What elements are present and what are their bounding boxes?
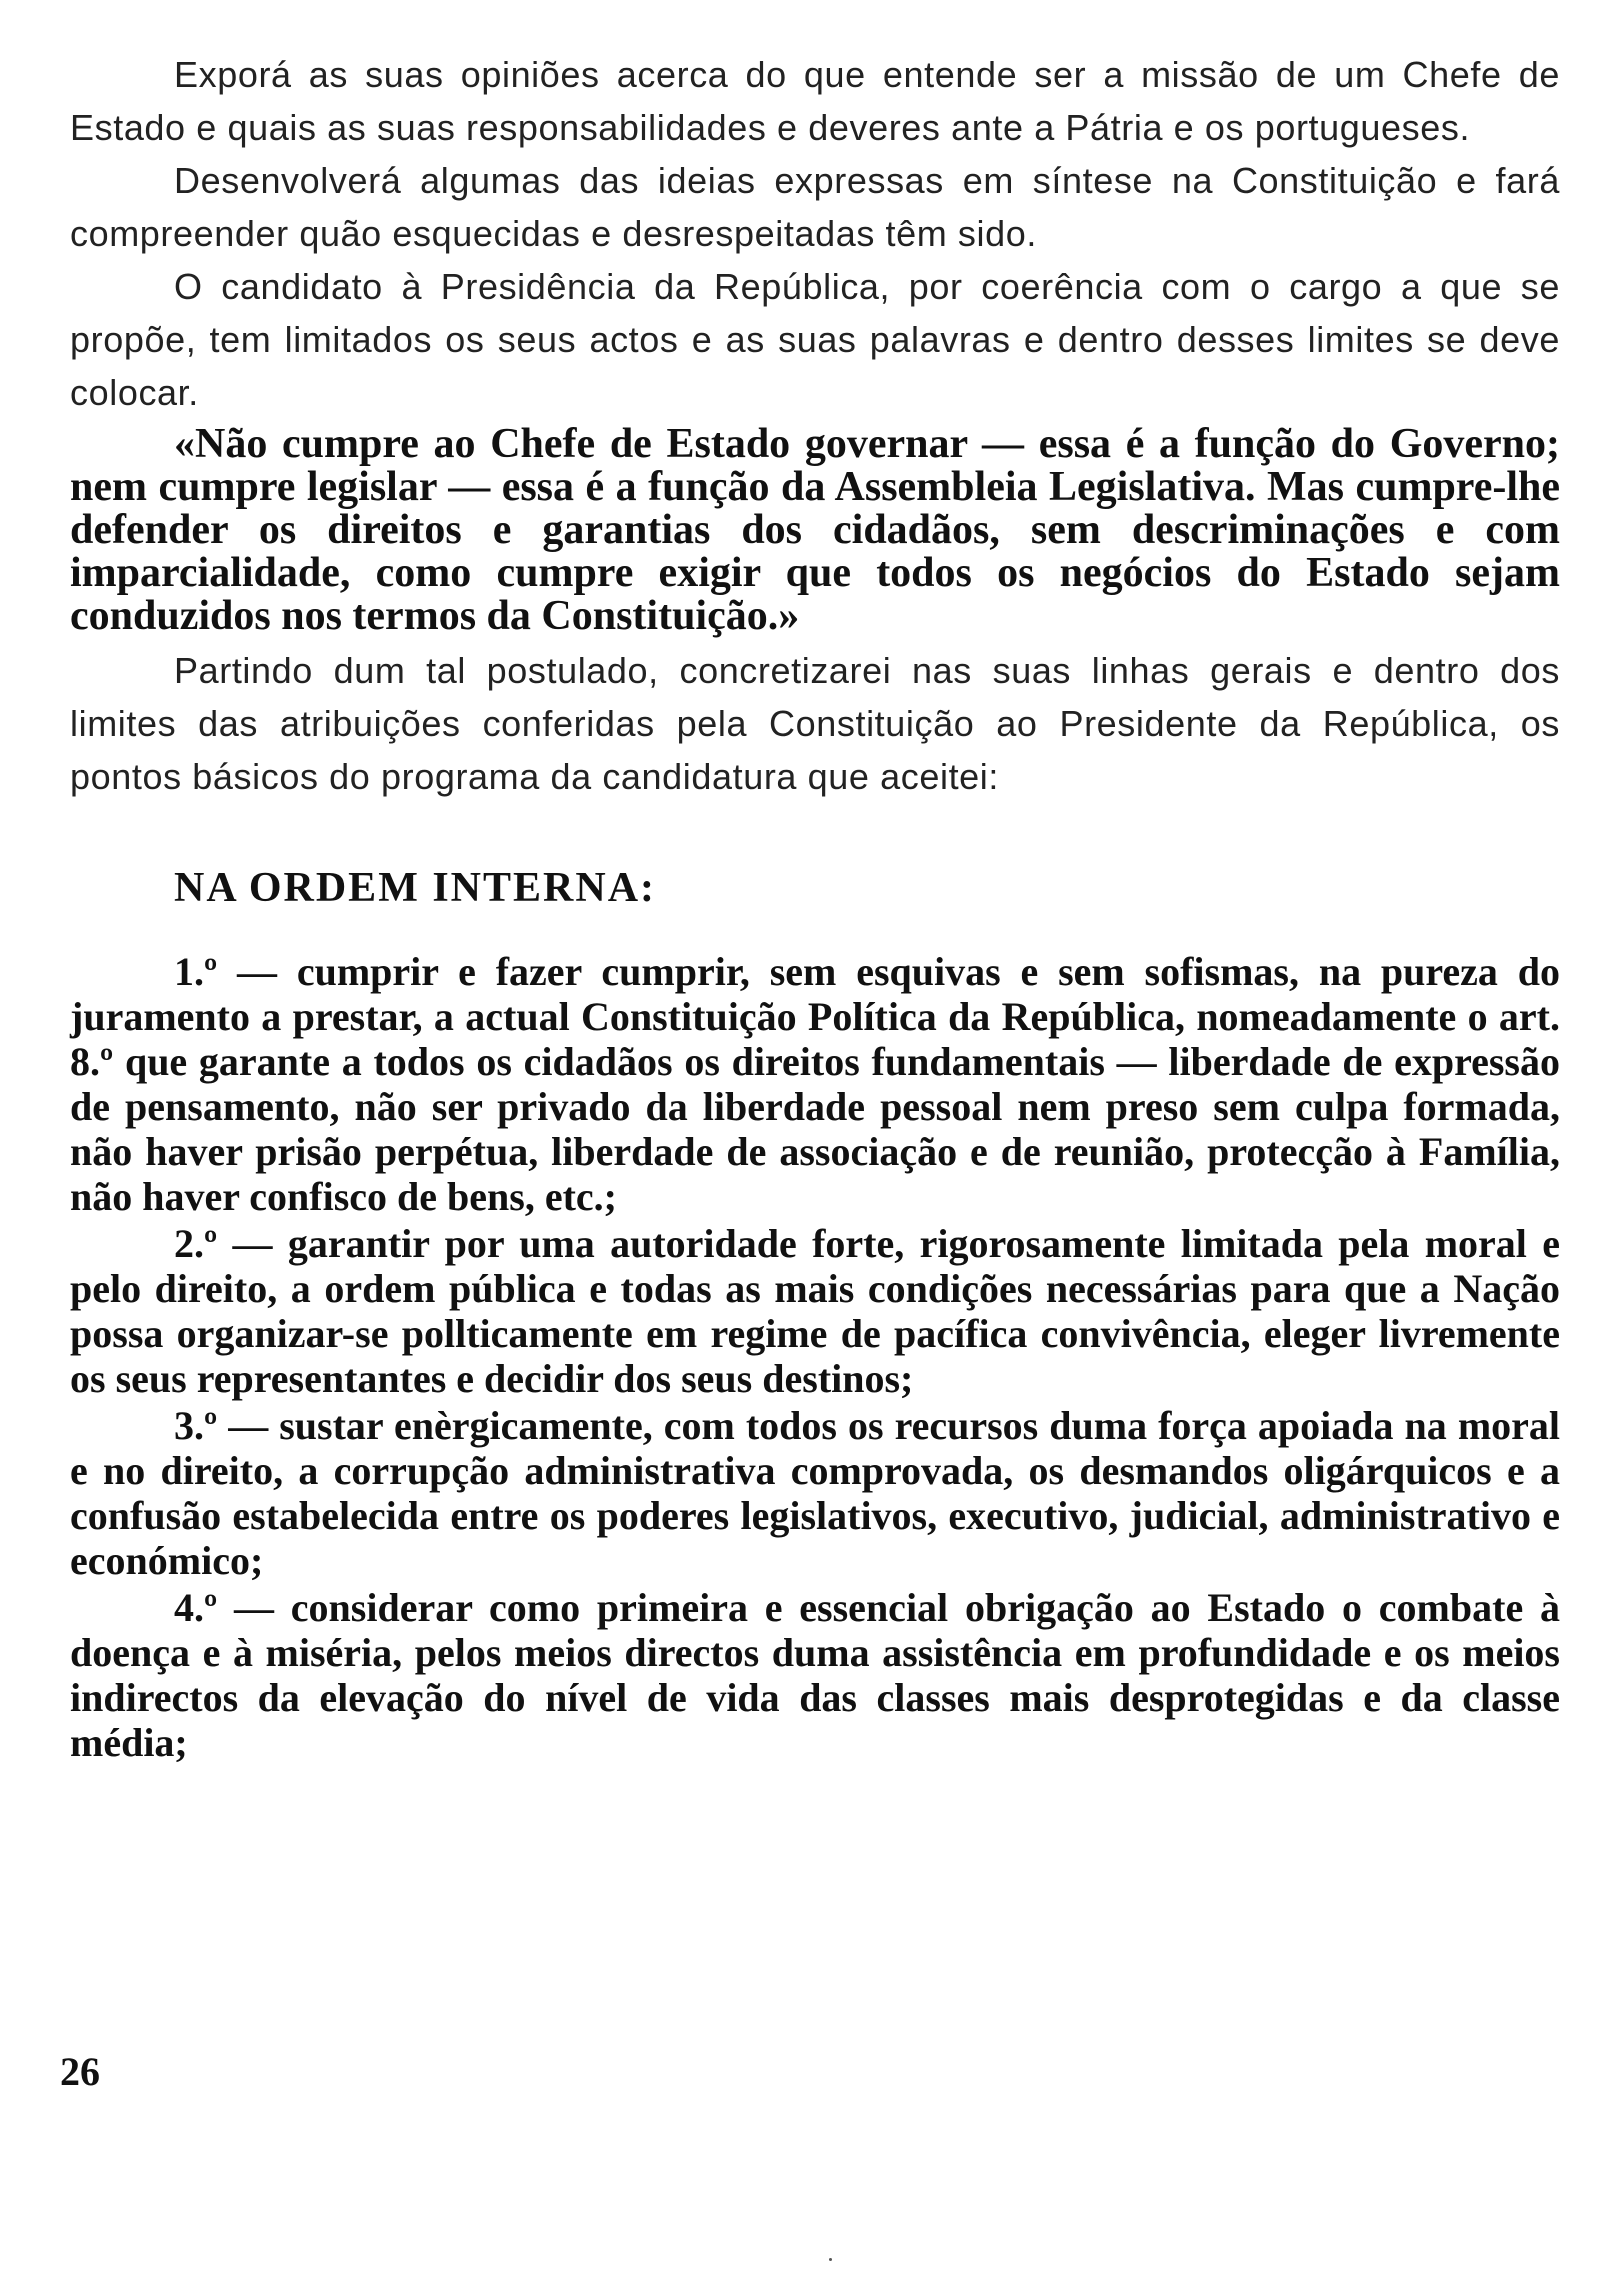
page-number: 26 — [60, 2049, 100, 2094]
print-speck — [829, 2258, 832, 2261]
program-item — [70, 1221, 1560, 1401]
item-text: — considerar como primeira e essencial obrigação ao Estado o combate à doença e à miséria, pelos meios directos duma assistência em profundidade e os meios indirectos da elevação do nível de vida das classes mais desprotegidas e da classe média; — [70, 1585, 1560, 1765]
item-text: — cumprir e fazer cumprir, sem esquivas e sem sofismas, na pureza do juramento a prestar, a actual Constituição Política da República, nomeadamente o art. 8.º que garante a todos os cidadãos os direitos fundamentais — liberdade de expressão de pensamento, não ser privado da liberdade pessoal nem preso sem culpa formada, não haver prisão perpétua, liberdade de associação e de reunião, protecção à Família, não haver confisco de bens, etc.; — [70, 949, 1560, 1219]
item-number: 2.º — [174, 1221, 218, 1266]
intro-paragraph-3: O candidato à Presidência da República, por coerência com o cargo a que se propõe, tem limitados os seus actos e as suas palavras e dentro desses limites se deve colocar. — [70, 266, 1560, 413]
item-text: — sustar enèrgicamente, com todos os recursos duma força apoiada na moral e no direito, a corrupção administrativa comprovada, os desmandos oligárquicos e a confusão estabelecida entre os poderes legislativos, executivo, judicial, administrativo e económico; — [70, 1403, 1560, 1583]
closing-paragraph: Partindo dum tal postulado, concretizarei nas suas linhas gerais e dentro dos limites das atribuições conferidas pela Constituição ao Presidente da República, os pontos básicos do programa da candidatura que aceitei: — [70, 650, 1560, 797]
quoted-principle: «Não cumpre ao Chefe de Estado governar — essa é a função do Governo; nem cumpre legislar — essa é a função da Assembleia Legislativa. Mas cumpre-lhe defender os direitos e garantias dos cidadãos, sem descriminações e com imparcialidade, como cumpre exigir que todos os negócios do Estado sejam conduzidos nos termos da Constituição.» — [70, 421, 1560, 639]
intro-paragraph-1: Exporá as suas opiniões acerca do que entende ser a missão de um Chefe de Estado e quais as suas responsabilidades e deveres ante a Pátria e os portugueses. — [70, 54, 1560, 148]
item-number: 3.º — [174, 1403, 218, 1448]
section-heading: NA ORDEM INTERNA: — [174, 865, 657, 911]
item-number: 4.º — [174, 1585, 218, 1630]
item-text: — garantir por uma autoridade forte, rigorosamente limitada pela moral e pelo direito, a ordem pública e todas as mais condições necessárias para que a Nação possa organizar-se pollticamente em regime de pacífica convivência, eleger livremente os seus representantes e decidir dos seus destinos; — [70, 1221, 1560, 1401]
program-item — [70, 1585, 1560, 1765]
program-item — [70, 949, 1560, 1219]
document-page — [70, 48, 1560, 1767]
intro-paragraph-2: Desenvolverá algumas das ideias expressas em síntese na Constituição e fará compreender quão esquecidas e desrespeitadas têm sido. — [70, 160, 1560, 254]
program-item — [70, 1403, 1560, 1583]
item-number: 1.º — [174, 949, 218, 994]
